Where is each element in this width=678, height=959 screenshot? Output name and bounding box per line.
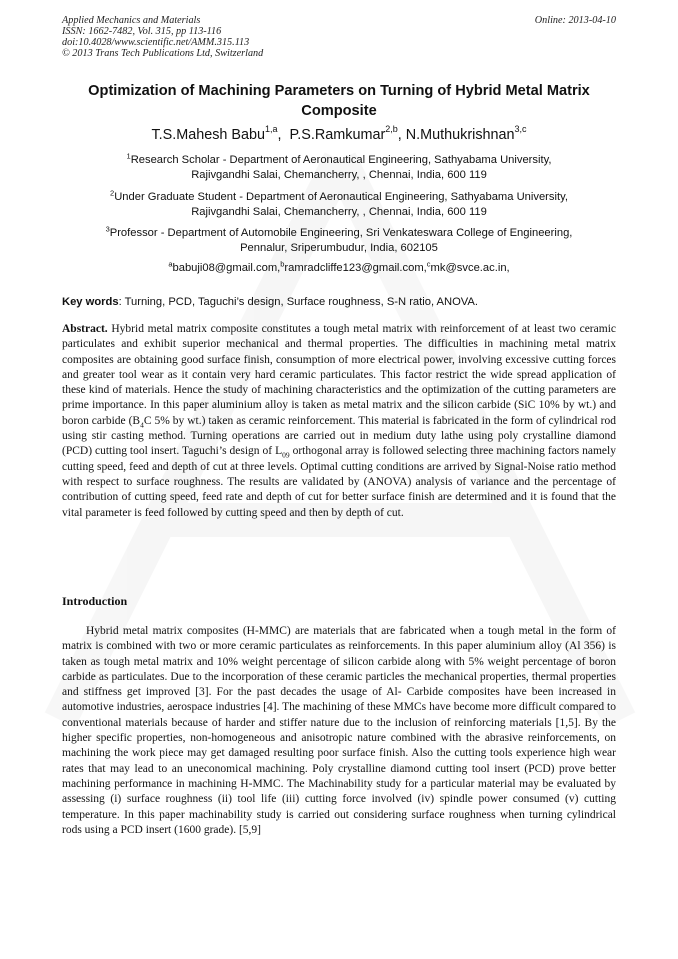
affiliation-line: Professor - Department of Automobile Engineering, Sri Venkateswara College of Engineering,	[109, 227, 573, 239]
author-name: P.S.Ramkumar	[289, 127, 386, 143]
affiliation-line: Research Scholar - Department of Aeronautical Engineering, Sathyabama University,	[130, 154, 552, 166]
abstract-label: Abstract.	[62, 323, 108, 335]
affiliation-2	[62, 190, 616, 219]
author-affiliation-mark: 2,b	[385, 124, 398, 135]
issn-line: ISSN: 1662-7482, Vol. 315, pp 113-116	[62, 26, 222, 37]
affiliation-line: Pennalur, Sriperumbudur, India, 602105	[240, 241, 438, 254]
email-mark: b	[280, 259, 285, 269]
abstract-paragraph	[62, 322, 616, 521]
author-separator: ,	[397, 127, 406, 143]
author-affiliation-mark: 3,c	[514, 124, 527, 135]
copyright-line: © 2013 Trans Tech Publications Ltd, Switzerland	[62, 48, 264, 59]
abstract-text: Hybrid metal matrix composite constitutes a tough metal matrix with reinforcement of at least two ceramic particulates and exhibit superior mechanical and thermal properties. The difficulties in machining metal matrix composites are obtaining good surface finish, consumption of more electrical power, involving excessive cutting forces and greater tool wear as it contain very hard ceramic particulates. This factor restrict the wide spread application of these kind of materials. Hence the study of machining characteristics and the optimization of the cutting parameters are prime importance. In this paper aluminium alloy is taken as metal matrix and the silicon carbide (SiC 10% by wt.) and boron carbide (B	[62, 323, 616, 427]
affiliation-number: 2	[110, 188, 115, 198]
email-link[interactable]: babuji08@gmail.com,	[172, 262, 281, 274]
affiliation-1	[62, 153, 616, 182]
author-name: N.Muthukrishnan	[405, 127, 515, 143]
keywords-label: Key words	[62, 296, 119, 308]
abstract-subscript: 4	[140, 420, 144, 430]
online-date: Online: 2013-04-10	[534, 15, 616, 26]
journal-name: Applied Mechanics and Materials	[62, 15, 201, 26]
journal-header	[62, 15, 263, 59]
keywords-line	[62, 295, 616, 310]
abstract-subscript: 09	[282, 450, 290, 460]
introduction-paragraph: Hybrid metal matrix composites (H-MMC) are materials that are fabricated when a tough metal in the form of matrix is combined with two or more ceramic particulates as reinforcements. In this paper aluminium alloy (Al 356) is taken as tough metal matrix and 10% weight percentage of silicon carbide along with 5% weight percentage of boron carbide as particulates. Due to the incorporation of these ceramic particles the mechanical properties, thermal properties and stiffness get improved [3]. For the past decades the usage of Al- Carbide composites have been increased in automotive industries, aerospace industries [4]. The machining of these MMCs have become more difficult compared to conventional materials because of harder and stiffer nature due to the inclusion of reinforcing materials [1,5]. By the higher specific properties, non-homogeneous and anisotropic nature combined with the abrasive reinforcements, on machining the work piece may get damaged resulting poor surface finish. Also the cutting tools experience high wear rates that may lead to an uneconomical machining. Poly crystalline diamond cutting tool insert (PCD) prove better machining performance in machining H-MMC. The Machinability study for a particular material may be evaluated by assessing (i) surface roughness (ii) tool life (iii) cutting force involved (iv) spindle power consumed (v) cutting temperature. In this paper machinability study is carried out considering surface roughness when turning cylindrical rods using a PCD insert (1600 grade). [5,9]	[62, 625, 616, 836]
author-emails	[62, 261, 616, 275]
affiliation-line: Under Graduate Student - Department of Aeronautical Engineering, Sathyabama University,	[114, 191, 568, 203]
abstract-text: orthogonal array is followed selecting three machining factors namely cutting speed, feed and depth of cut at three levels. Optimal cutting conditions are arrived by Signal-Noise ratio method with respect to surface roughness. The results are validated by (ANOVA) analysis of variance and the percentage of contribution of cutting speed, feed rate and depth of cut for better surface finish are determined and it is found that the vital parameter is feed followed by cutting speed and then by depth of cut.	[62, 445, 616, 519]
affiliation-line: Rajivgandhi Salai, Chemancherry, , Chennai, India, 600 119	[191, 168, 487, 181]
author-name: T.S.Mahesh Babu	[151, 127, 266, 143]
affiliation-line: Rajivgandhi Salai, Chemancherry, , Chennai, India, 600 119	[191, 205, 487, 218]
section-heading-introduction: Introduction	[62, 594, 128, 608]
affiliation-number: 3	[105, 224, 110, 234]
author-separator: ,	[277, 127, 290, 143]
author-affiliation-mark: 1,a	[265, 124, 278, 135]
email-mark: c	[426, 259, 431, 269]
affiliation-3	[62, 226, 616, 255]
author-list	[62, 126, 616, 144]
email-link[interactable]: ramradcliffe123@gmail.com,	[284, 262, 427, 274]
abstract-text: C 5% by wt.) taken as ceramic reinforcement. This material is fabricated in the form of cylindrical rod using stir casting method. Turning operations are carried out in medium duty lathe using poly crystalline diamond (PCD) cutting tool insert. Taguchi’s design of L	[62, 414, 617, 458]
paper-title: Optimization of Machining Parameters on Turning of Hybrid Metal Matrix Composite	[88, 83, 590, 119]
keywords-text: : Turning, PCD, Taguchi’s design, Surface roughness, S-N ratio, ANOVA.	[118, 296, 478, 308]
affiliation-number: 1	[126, 151, 131, 161]
email-link[interactable]: mk@svce.ac.in,	[430, 262, 510, 274]
email-mark: a	[168, 259, 173, 269]
doi-line: doi:10.4028/www.scientific.net/AMM.315.113	[62, 37, 250, 48]
